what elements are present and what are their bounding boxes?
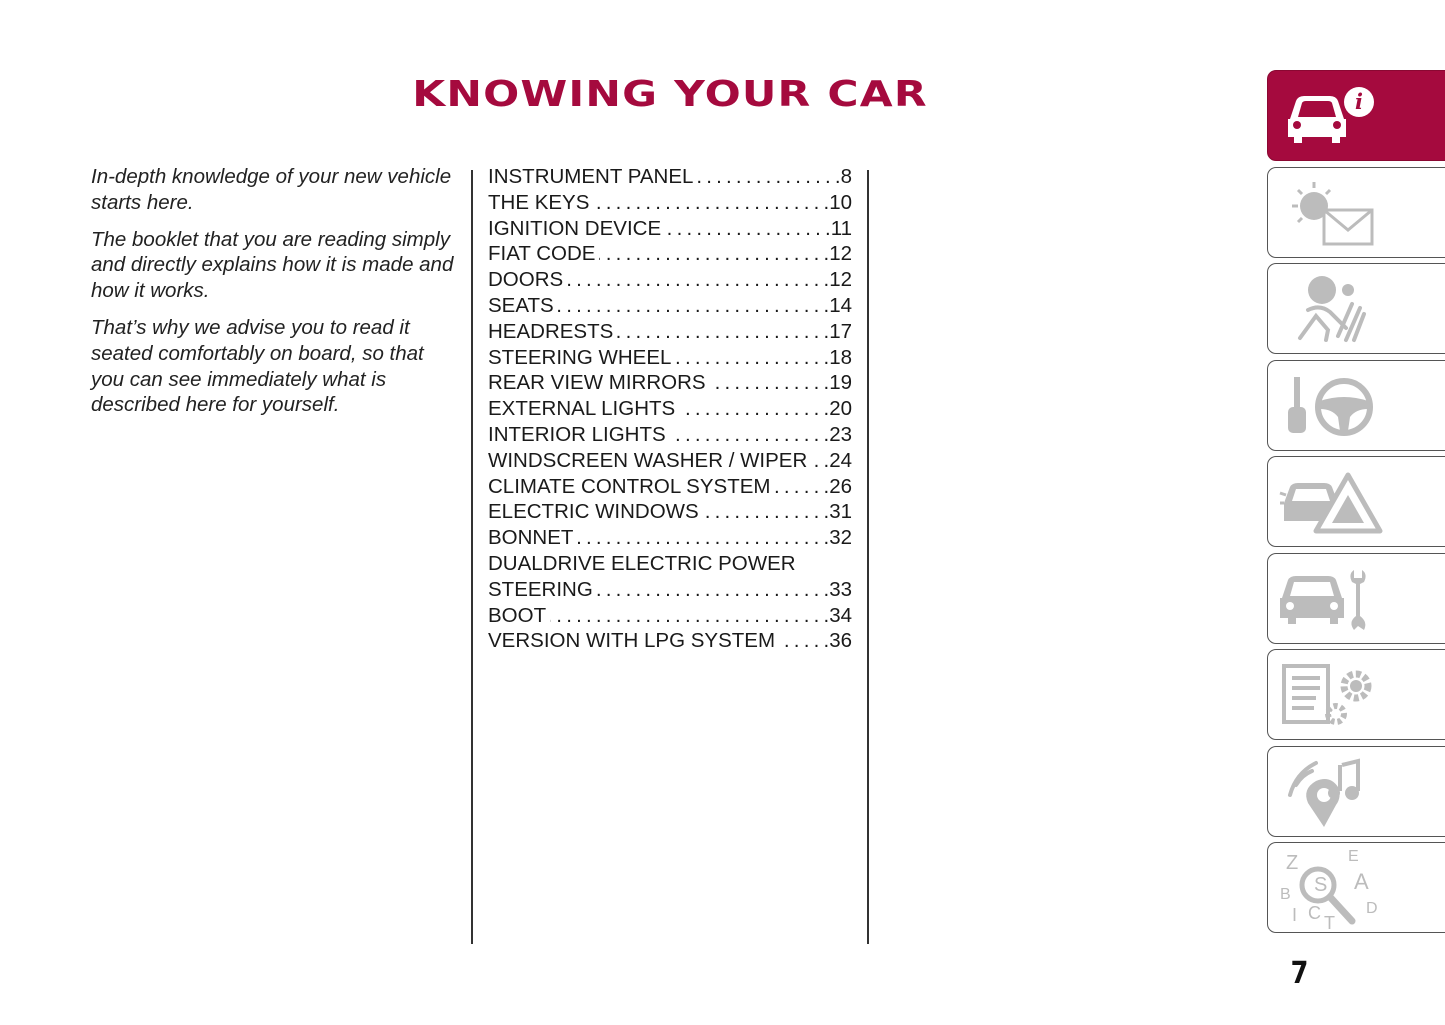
toc-entry[interactable]: DUALDRIVE ELECTRIC POWER	[488, 551, 796, 575]
toc-entry[interactable]	[488, 448, 852, 474]
toc-entry-label: IGNITION DEVICE	[488, 216, 662, 240]
index-letter: D	[1366, 900, 1378, 917]
toc-entry-label: VERSION WITH LPG SYSTEM	[488, 629, 776, 653]
toc-leader-dots	[679, 396, 823, 422]
toc-entry[interactable]	[488, 319, 852, 345]
toc-entry-page: .36	[823, 629, 852, 653]
toc-entry-label: WINDSCREEN WASHER / WIPER	[488, 448, 808, 472]
svg-text:i: i	[1355, 89, 1363, 114]
toc-leader-dots	[567, 267, 823, 293]
index-letter: E	[1348, 848, 1359, 865]
toc-entry-label: REAR VIEW MIRRORS	[488, 371, 706, 395]
multimedia-music-icon	[1268, 747, 1445, 837]
toc-entry-page: .10	[823, 190, 852, 214]
tab-multimedia[interactable]	[1267, 746, 1445, 837]
toc-entry-page: .31	[823, 500, 852, 524]
toc-entry-label: ELECTRIC WINDOWS	[488, 500, 699, 524]
index-letter: A	[1354, 869, 1369, 894]
toc-entry-label: SEATS	[488, 293, 554, 317]
toc-entry-page: .24	[823, 448, 852, 472]
toc-entry-page: .8	[834, 165, 852, 188]
seat-airbag-icon	[1268, 264, 1445, 354]
toc-entry-label: BONNET	[488, 526, 574, 550]
tab-warning-lights[interactable]	[1267, 167, 1445, 258]
toc-entry-page: .20	[823, 397, 852, 421]
toc-entry-page: .12	[823, 242, 852, 266]
toc-entry-page: .33	[823, 577, 852, 601]
toc-entry-label: STEERING WHEEL	[488, 345, 672, 369]
toc-entry-page: .18	[823, 345, 852, 369]
tab-starting-driving[interactable]	[1267, 360, 1445, 451]
technical-data-gears-icon	[1268, 650, 1445, 740]
toc-entry-label: THE KEYS	[488, 190, 590, 214]
toc-leader-dots	[670, 422, 824, 448]
toc-entry-label: FIAT CODE	[488, 242, 596, 266]
toc-entry[interactable]	[488, 603, 852, 629]
index-letter: C	[1308, 903, 1321, 923]
toc-entry-page: .32	[823, 526, 852, 550]
intro-paragraph: In-depth knowledge of your new vehicle starts here.	[91, 165, 452, 214]
car-emergency-warning-icon	[1268, 457, 1445, 547]
toc-entry[interactable]	[488, 577, 852, 603]
toc-entry[interactable]	[488, 164, 852, 190]
toc-entry-page: .17	[823, 319, 852, 343]
toc-leader-dots	[558, 293, 824, 319]
column-divider-left	[471, 170, 473, 944]
toc-entry[interactable]	[488, 422, 852, 448]
tab-safety[interactable]	[1267, 263, 1445, 354]
tab-in-an-emergency[interactable]	[1267, 456, 1445, 547]
toc-leader-dots	[675, 345, 823, 371]
toc-entry-page: .11	[825, 216, 852, 240]
toc-leader-dots	[597, 577, 824, 603]
index-letter: T	[1324, 913, 1335, 933]
toc-entry[interactable]	[488, 345, 852, 371]
toc-leader-dots	[697, 164, 834, 190]
tab-technical-data[interactable]	[1267, 649, 1445, 740]
key-steering-wheel-icon	[1268, 361, 1445, 451]
toc-leader-dots	[811, 448, 823, 474]
index-letter: I	[1292, 905, 1298, 925]
tab-servicing-care[interactable]	[1267, 553, 1445, 644]
toc-leader-dots	[665, 216, 825, 242]
toc-entry-page: .12	[823, 268, 852, 292]
toc-leader-dots	[599, 241, 823, 267]
toc-leader-dots	[593, 190, 823, 216]
toc-entry[interactable]	[488, 525, 852, 551]
index-letter: S	[1314, 874, 1328, 896]
toc-entry[interactable]	[488, 267, 852, 293]
toc-entry-page: .26	[823, 474, 852, 498]
toc-leader-dots	[710, 370, 824, 396]
toc-leader-dots	[703, 499, 824, 525]
index-letter: B	[1280, 886, 1291, 903]
toc-leader-dots	[774, 474, 823, 500]
toc-entry[interactable]	[488, 293, 852, 319]
toc-entry-label: BOOT	[488, 603, 547, 627]
toc-entry[interactable]	[488, 216, 852, 242]
toc-entry[interactable]	[488, 628, 852, 654]
toc-entry-page: .23	[823, 422, 852, 446]
toc-entry-label: HEADRESTS	[488, 319, 614, 343]
toc-leader-dots	[779, 628, 823, 654]
toc-entry[interactable]	[488, 190, 852, 216]
page-title: KNOWING YOUR CAR	[412, 74, 928, 115]
index-search-letters-icon	[1268, 843, 1445, 933]
toc-entry-page: .34	[823, 603, 852, 627]
column-divider-right	[867, 170, 869, 944]
tab-knowing-your-car[interactable]	[1267, 70, 1445, 161]
table-of-contents	[488, 164, 852, 654]
toc-entry-page: .19	[823, 371, 852, 395]
warning-light-message-icon	[1268, 168, 1445, 258]
toc-leader-dots	[617, 319, 823, 345]
intro-text	[91, 164, 461, 429]
toc-leader-dots	[550, 603, 823, 629]
index-letter: Z	[1286, 852, 1299, 874]
toc-entry-label: DOORS	[488, 268, 564, 292]
toc-entry[interactable]	[488, 499, 852, 525]
intro-paragraph: That’s why we advise you to read it seated comfortably on board, so that you can see immediately what is described here for yourself.	[91, 315, 424, 417]
toc-entry-label: INSTRUMENT PANEL	[488, 165, 694, 188]
car-maintenance-wrench-icon	[1268, 554, 1445, 644]
intro-paragraph: The booklet that you are reading simply and directly explains how it is made and how it works.	[91, 227, 454, 303]
page-number: 7	[1290, 956, 1309, 991]
toc-entry-label: CLIMATE CONTROL SYSTEM	[488, 474, 771, 498]
tab-index[interactable]	[1267, 842, 1445, 933]
toc-entry-label: INTERIOR LIGHTS	[488, 422, 666, 446]
toc-entry-page: .14	[823, 293, 852, 317]
toc-entry-label: STEERING	[488, 577, 593, 601]
toc-leader-dots	[577, 525, 823, 551]
toc-entry-label: EXTERNAL LIGHTS	[488, 397, 676, 421]
car-info-icon	[1268, 71, 1445, 161]
toc-entry[interactable]	[488, 241, 852, 267]
toc-entry[interactable]	[488, 474, 852, 500]
toc-entry[interactable]	[488, 370, 852, 396]
toc-entry[interactable]	[488, 396, 852, 422]
